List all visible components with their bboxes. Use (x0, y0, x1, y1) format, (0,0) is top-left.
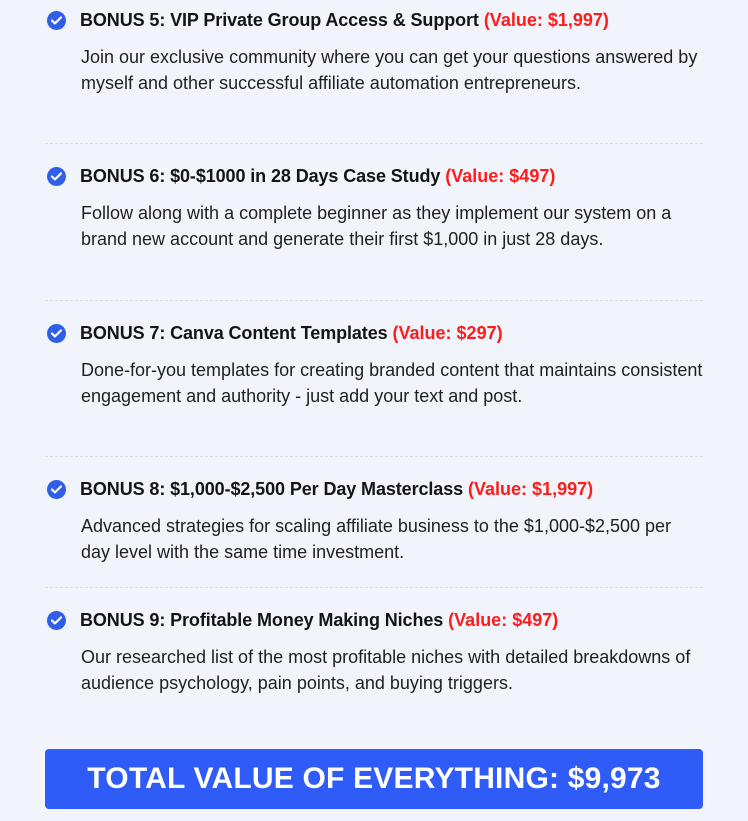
bonus-description: Advanced strategies for scaling affiliate business to the $1,000-$2,500 per day level with the same time investment. (81, 516, 672, 562)
bonus-description: Follow along with a complete beginner as they implement our system on a brand new account and generate their first $1,000 in just 28 days. (81, 203, 672, 249)
check-circle-icon (47, 11, 66, 30)
bonus-title: BONUS 8: $1,000-$2,500 Per Day Masterclass (80, 478, 464, 499)
check-circle-icon (47, 480, 66, 499)
bonus-description: Done-for-you templates for creating branded content that maintains consistent engagement and authority - just add your text and post. (81, 360, 703, 406)
bonus-header (45, 477, 703, 501)
bonus-item (45, 164, 703, 252)
bonus-title: BONUS 7: Canva Content Templates (80, 322, 388, 343)
bonus-description: Our researched list of the most profitable niches with detailed breakdowns of audience psychology, pain points, and buying triggers. (81, 647, 691, 693)
bonus-header (45, 321, 703, 345)
bonus-value: (Value: $1,997) (483, 9, 609, 30)
bonus-title: BONUS 9: Profitable Money Making Niches (80, 609, 444, 630)
divider (45, 456, 703, 457)
bonus-title: BONUS 6: $0-$1000 in 28 Days Case Study (80, 165, 441, 186)
divider (45, 300, 703, 301)
check-circle-icon (47, 611, 66, 630)
bonus-header (45, 164, 703, 188)
bonus-value: (Value: $297) (392, 322, 503, 343)
check-circle-icon (47, 167, 66, 186)
bonus-value: (Value: $497) (445, 165, 556, 186)
bonus-value: (Value: $497) (448, 609, 559, 630)
divider (45, 587, 703, 588)
bonus-header (45, 8, 703, 32)
bonus-description: Join our exclusive community where you can get your questions answered by myself and other successful affiliate automation entrepreneurs. (81, 47, 698, 93)
bonus-title: BONUS 5: VIP Private Group Access & Support (80, 9, 479, 30)
total-value-banner: TOTAL VALUE OF EVERYTHING: $9,973 (45, 749, 703, 809)
bonus-header (45, 608, 703, 632)
check-circle-icon (47, 324, 66, 343)
divider (45, 143, 703, 144)
bonus-item (45, 321, 703, 409)
bonus-item (45, 608, 703, 696)
bonus-item (45, 477, 703, 565)
bonus-value: (Value: $1,997) (468, 478, 594, 499)
bonus-item (45, 8, 703, 96)
